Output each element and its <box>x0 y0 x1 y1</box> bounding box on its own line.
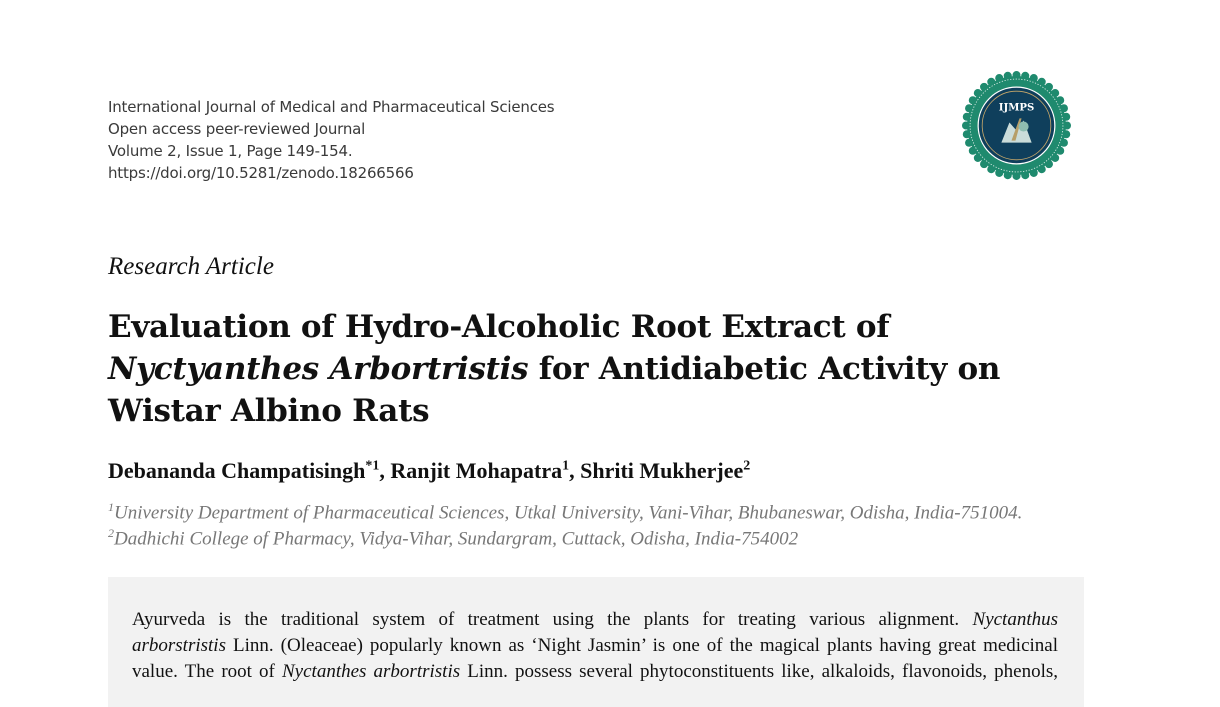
affil-text: University Department of Pharmaceutical Sciences, Utkal University, Vani-Vihar, Bhubaneswar, Odisha, India-751004. <box>114 502 1023 524</box>
affil-marker: 1 <box>108 500 114 514</box>
journal-access: Open access peer-reviewed Journal <box>108 120 366 138</box>
title-line-1: Evaluation of Hydro-Alcoholic Root Extract of <box>108 309 890 345</box>
journal-seal-logo <box>961 70 1072 181</box>
affil-text: Dadhichi College of Pharmacy, Vidya-Vihar, Sundargram, Cuttack, Odisha, India-754002 <box>114 528 799 550</box>
abstract-text-run: Linn. possess several phytoconstituents like, alkaloids, flavonoids, phenols, <box>460 661 1058 682</box>
author-name: Debananda Champatisingh <box>108 458 366 483</box>
affiliation-1 <box>108 500 1022 524</box>
abstract-text-run: Linn. (Oleaceae) popularly known as ‘Night Jasmin’ is one of the magical plants having great medicinal <box>225 635 1058 656</box>
author-separator: , <box>569 458 581 483</box>
affiliation-2 <box>108 526 798 550</box>
journal-info <box>108 96 554 184</box>
author-affil-marker: *1 <box>365 458 380 474</box>
title-line-3: Wistar Albino Rats <box>108 393 430 429</box>
journal-volume: Volume 2, Issue 1, Page 149-154. <box>108 142 353 160</box>
title-species-name: Nyctyanthes Arbortristis <box>108 351 529 387</box>
article-title <box>108 306 1088 432</box>
author-separator: , <box>379 458 391 483</box>
logo-text: IJMPS <box>998 102 1035 114</box>
author-name: Ranjit Mohapatra <box>390 458 563 483</box>
author-affil-marker: 2 <box>743 458 751 474</box>
title-line-2 <box>108 348 1088 390</box>
abstract-text-run: Ayurveda is the traditional system of treatment using the plants for treating various alignment. <box>132 609 960 630</box>
abstract-species-name: Nyctanthus <box>972 609 1059 630</box>
abstract-box <box>108 577 1084 707</box>
abstract-species-name: Nyctanthes arbortristis <box>282 661 461 682</box>
author-name: Shriti Mukherjee <box>580 458 744 483</box>
abstract-text-run: value. The root of <box>132 661 282 682</box>
affil-marker: 2 <box>108 526 114 540</box>
author-list <box>108 458 750 484</box>
journal-doi[interactable]: https://doi.org/10.5281/zenodo.18266566 <box>108 164 414 182</box>
abstract-text <box>132 607 1058 685</box>
author-affil-marker: 1 <box>562 458 570 474</box>
abstract-line-3 <box>132 659 1058 685</box>
abstract-line-1 <box>132 607 1058 633</box>
abstract-species-name: arborstristis <box>132 635 226 656</box>
abstract-line-2 <box>132 633 1058 659</box>
title-line-2-rest: for Antidiabetic Activity on <box>528 351 1001 387</box>
article-type: Research Article <box>108 253 274 280</box>
journal-name: International Journal of Medical and Pharmaceutical Sciences <box>108 98 555 116</box>
